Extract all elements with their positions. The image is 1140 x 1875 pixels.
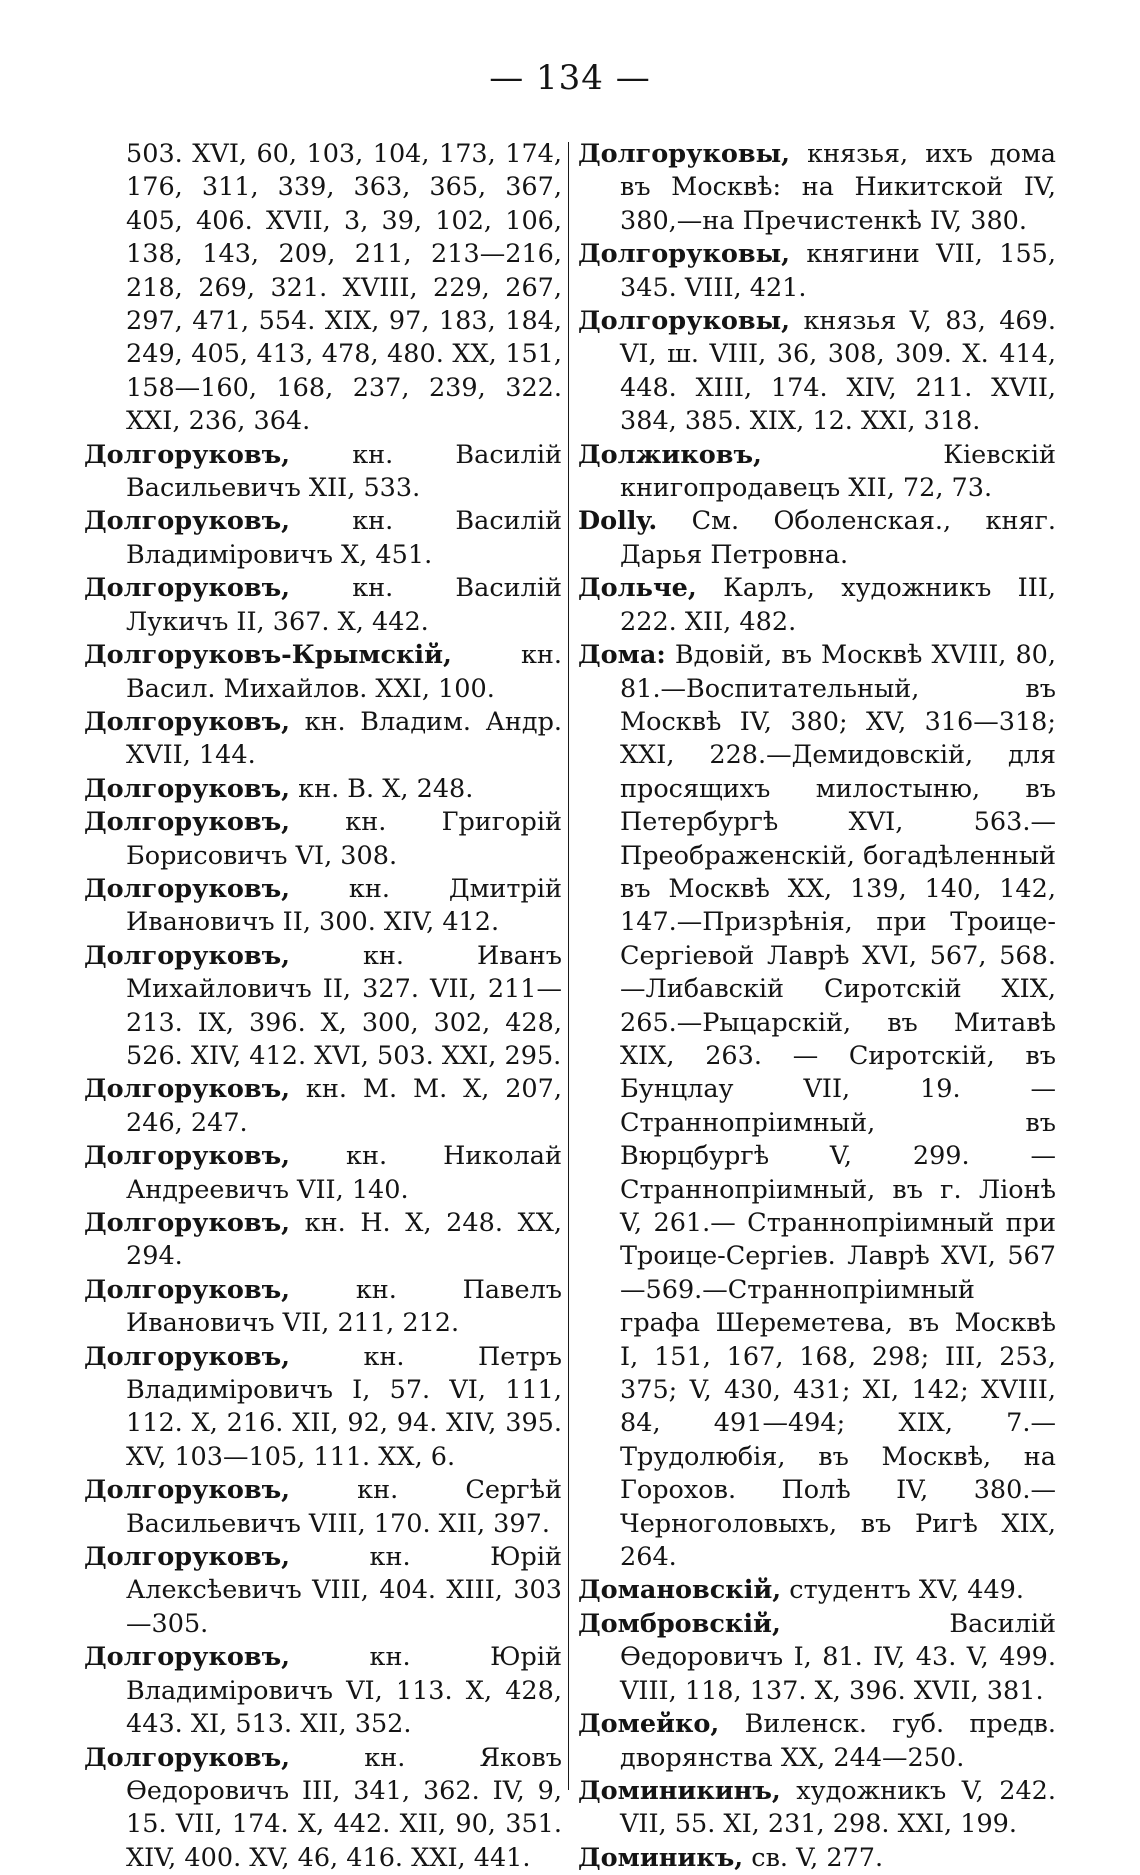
entry-references: Вдовій, въ Москвѣ XVIII, 80, 81.—Воспитательный, въ Москвѣ IV, 380; XV, 316—318; XXI, 228.—Демидовскій, для просящихъ милостыню, въ Петербургѣ XVI, 563.—Преображенскій, богадѣленный въ Москвѣ XX, 139, 140, 142, 147.—Призрѣнія, при Троице-Сергіевой Лаврѣ XVI, 567, 568.—Либавскій Сиротскій XIX, 265.—Рыцарскій, въ Митавѣ XIX, 263. — Сиротскій, въ Бунцлау VII, 19. — Страннопріимный, въ Вюрцбургѣ V, 299. — Страннопріимный, въ г. Ліонѣ V, 261.— Страннопріимный при Троице-Сергіев. Лаврѣ XVI, 567—569.—Страннопріимный графа Шереметева, въ Москвѣ I, 151, 167, 168, 298; III, 253, 375; V, 430, 431; XI, 142; XVIII, 84, 491—494; XIX, 7.—Трудолюбія, въ Москвѣ, на Горохов. Полѣ IV, 380.—Черноголовыхъ, въ Ригѣ XIX, 264. — [620, 640, 1056, 1572]
index-entry — [578, 439, 1056, 506]
index-entry — [84, 806, 562, 873]
entry-headword: Домбровскій, — [578, 1609, 781, 1639]
entry-headword: Домейко, — [578, 1709, 719, 1739]
index-entry — [578, 1708, 1056, 1775]
entry-references: кн. Иванъ Михайловичъ II, 327. VII, 211—213. IX, 396. X, 300, 302, 428, 526. XIV, 412. XVI, 503. XXI, 295. — [126, 941, 562, 1071]
entry-references: кн. Василій Владиміровичъ X, 451. — [126, 506, 562, 569]
entry-headword: Долгоруковъ, — [84, 1642, 290, 1672]
entry-references: св. V, 277. — [751, 1843, 883, 1873]
index-entry — [84, 1474, 562, 1541]
index-entry — [84, 1541, 562, 1641]
entry-headword: Долгоруковъ, — [84, 874, 290, 904]
index-entry — [84, 639, 562, 706]
entry-references: князья, ихъ дома въ Москвѣ: на Никитской IV, 380,—на Пречистенкѣ IV, 380. — [620, 139, 1056, 236]
entry-headword: Должиковъ, — [578, 440, 762, 470]
entry-headword: Долгоруковъ, — [84, 1743, 290, 1773]
entry-headword: Долгоруковъ, — [84, 1275, 290, 1305]
index-entry — [578, 1608, 1056, 1708]
index-entry — [578, 238, 1056, 305]
entry-references: См. Оболенская., княг. Дарья Петровна. — [620, 506, 1056, 569]
entry-references: кн. Василій Васильевичъ XII, 533. — [126, 440, 562, 503]
index-entry — [84, 439, 562, 506]
entry-headword: Долгоруковъ, — [84, 1342, 290, 1372]
index-column-right — [578, 138, 1056, 1875]
entry-headword: Долгоруковъ-Крымскій, — [84, 640, 452, 670]
index-column-left — [84, 138, 562, 1875]
entry-headword: Долгоруковъ, — [84, 807, 290, 837]
entry-references: кн. Павелъ Ивановичъ VII, 211, 212. — [126, 1275, 562, 1338]
index-entry — [578, 572, 1056, 639]
entry-headword: Долгоруковъ, — [84, 941, 290, 971]
entry-references: кн. Васил. Михайлов. XXI, 100. — [126, 640, 562, 703]
entry-references: кн. Н. X, 248. XX, 294. — [126, 1208, 562, 1271]
entry-headword: Долгоруковъ, — [84, 573, 290, 603]
entry-references: князья V, 83, 469. VI, ш. VIII, 36, 308, 309. X. 414, 448. XIII, 174. XIV, 211. XVII, 384, 385. XIX, 12. XXI, 318. — [620, 306, 1056, 436]
page-number: — 134 — — [0, 58, 1140, 98]
index-entry — [84, 1207, 562, 1274]
entry-headword: Долгоруковъ, — [84, 707, 290, 737]
entry-references: кн. Григорій Борисовичъ VI, 308. — [126, 807, 562, 870]
entry-headword: Долгоруковы, — [578, 139, 790, 169]
index-entry — [84, 505, 562, 572]
entry-headword: Долгоруковъ, — [84, 1542, 290, 1572]
index-entry — [84, 1742, 562, 1875]
entry-references: кн. Юрій Алексѣевичъ VIII, 404. XIII, 303—305. — [126, 1542, 562, 1639]
index-entry — [578, 1775, 1056, 1842]
entry-headword: Домановскій, — [578, 1575, 781, 1605]
entry-references: кн. М. М. X, 207, 246, 247. — [126, 1074, 562, 1137]
entry-references: кн. В. X, 248. — [298, 774, 473, 804]
index-entry — [84, 940, 562, 1074]
entry-headword: Доминикъ, — [578, 1843, 743, 1873]
index-entry — [578, 639, 1056, 1574]
index-entry — [578, 1842, 1056, 1875]
entry-references: Кіевскій книгопродавецъ XII, 72, 73. — [620, 440, 1056, 503]
entry-headword: Долгоруковъ, — [84, 1208, 290, 1238]
entry-references: кн. Владим. Андр. XVII, 144. — [126, 707, 562, 770]
entry-headword: Dolly. — [578, 506, 657, 536]
entry-references: Виленск. губ. предв. дворянства XX, 244—250. — [620, 1709, 1056, 1772]
entry-headword: Доминикинъ, — [578, 1776, 781, 1806]
entry-references: кн. Николай Андреевичъ VII, 140. — [126, 1141, 562, 1204]
index-entry — [84, 1341, 562, 1475]
index-entry — [84, 1140, 562, 1207]
entry-references: 503. XVI, 60, 103, 104, 173, 174, 176, 311, 339, 363, 365, 367, 405, 406. XVII, 3, 39, 102, 106, 138, 143, 209, 211, 213—216, 218, 269, 321. XVIII, 229, 267, 297, 471, 554. XIX, 97, 183, 184, 249, 405, 413, 478, 480. XX, 151, 158—160, 168, 237, 239, 322. XXI, 236, 364. — [126, 139, 562, 436]
index-entry — [578, 505, 1056, 572]
entry-headword: Долгоруковъ, — [84, 1074, 290, 1104]
entry-headword: Дольче, — [578, 573, 697, 603]
entry-references: княгини VII, 155, 345. VIII, 421. — [620, 239, 1056, 302]
entry-headword: Долгоруковъ, — [84, 1475, 290, 1505]
index-entry — [84, 1073, 562, 1140]
index-entry — [84, 706, 562, 773]
entry-references: кн. Яковъ Ѳедоровичъ III, 341, 362. IV, 9, 15. VII, 174. X, 442. XII, 90, 351. XIV, 400. XV, 46, 416. XXI, 441. — [126, 1743, 562, 1873]
index-entry — [578, 305, 1056, 439]
entry-references: художникъ V, 242. VII, 55. XI, 231, 298. XXI, 199. — [620, 1776, 1056, 1839]
entry-references: Карлъ, художникъ III, 222. XII, 482. — [620, 573, 1056, 636]
entry-headword: Долгоруковы, — [578, 239, 790, 269]
entry-references: кн. Петръ Владиміровичъ I, 57. VI, 111, 112. X, 216. XII, 92, 94. XIV, 395. XV, 103—105, 111. XX, 6. — [126, 1342, 562, 1472]
index-entry — [578, 1574, 1056, 1607]
column-divider — [568, 142, 569, 1790]
entry-references: Василій Ѳедоровичъ I, 81. IV, 43. V, 499. VIII, 118, 137. X, 396. XVII, 381. — [620, 1609, 1056, 1706]
index-entry — [84, 873, 562, 940]
index-entry — [84, 773, 562, 806]
index-entry — [84, 572, 562, 639]
entry-references: кн. Дмитрій Ивановичъ II, 300. XIV, 412. — [126, 874, 562, 937]
index-entry — [578, 138, 1056, 238]
entry-references: кн. Василій Лукичъ II, 367. X, 442. — [126, 573, 562, 636]
entry-references: студентъ XV, 449. — [789, 1575, 1024, 1605]
entry-headword: Долгоруковъ, — [84, 506, 290, 536]
entry-headword: Долгоруковъ, — [84, 774, 290, 804]
entry-headword: Долгоруковъ, — [84, 1141, 290, 1171]
entry-headword: Долгоруковъ, — [84, 440, 290, 470]
entry-references: кн. Сергѣй Васильевичъ VIII, 170. XII, 397. — [126, 1475, 562, 1538]
entry-headword: Дома: — [578, 640, 666, 670]
entry-references: кн. Юрій Владиміровичъ VI, 113. X, 428, 443. XI, 513. XII, 352. — [126, 1642, 562, 1739]
index-entry — [84, 1641, 562, 1741]
index-entry — [84, 1274, 562, 1341]
index-entry — [84, 138, 562, 439]
entry-headword: Долгоруковы, — [578, 306, 790, 336]
